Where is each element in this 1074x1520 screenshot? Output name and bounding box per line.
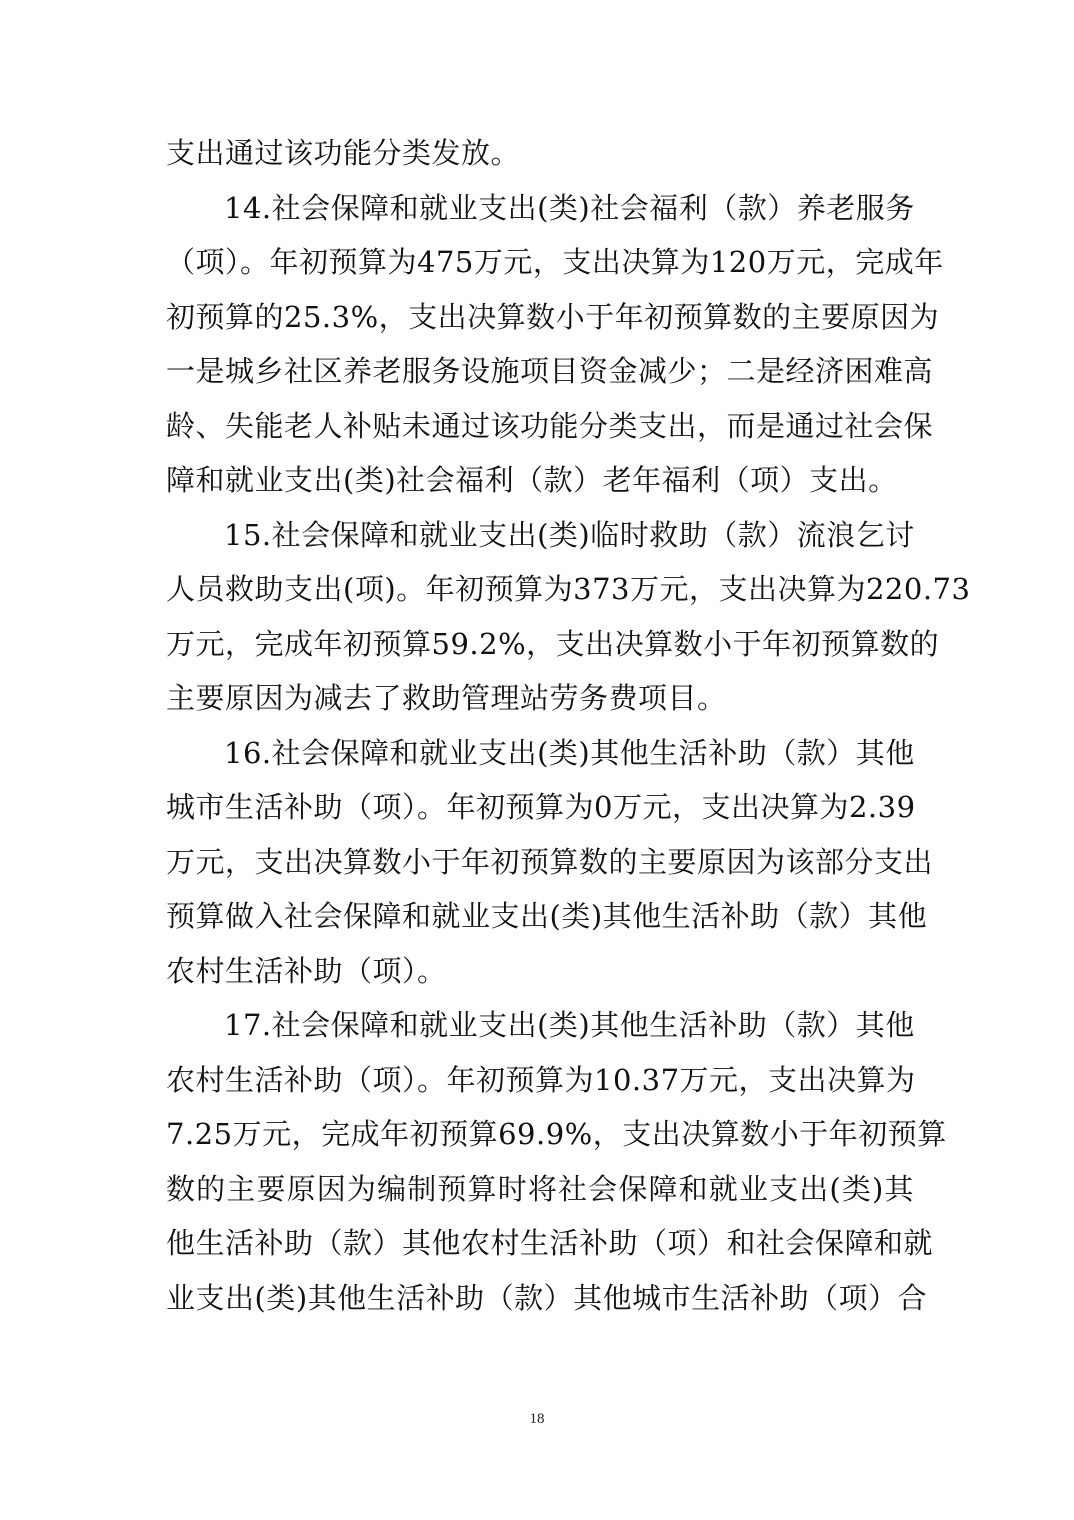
paragraph [166, 126, 914, 181]
text-line: 15.社会保障和就业支出(类)临时救助（款）流浪乞讨 [224, 517, 915, 552]
body-text [166, 126, 971, 1325]
text-line: 主要原因为减去了救助管理站劳务费项目。 [166, 681, 727, 715]
text-line: 农村生活补助（项）。 [166, 953, 447, 988]
text-line: 14.社会保障和就业支出(类)社会福利（款）养老服务 [224, 190, 915, 225]
text-line: 数的主要原因为编制预算时将社会保障和就业支出(类)其 [166, 1171, 914, 1206]
text-line: 业支出(类)其他生活补助（款）其他城市生活补助（项）合 [166, 1280, 928, 1315]
text-line: 7.25万元，完成年初预算69.9%，支出决算数小于年初预算 [166, 1117, 947, 1151]
text-line: 16.社会保障和就业支出(类)其他生活补助（款）其他 [224, 735, 915, 770]
text-line: 支出通过该功能分类发放。 [166, 136, 521, 170]
text-line: 人员救助支出(项)。年初预算为373万元，支出决算为220.73 [166, 572, 971, 606]
text-line: 障和就业支出(类)社会福利（款）老年福利（项）支出。 [166, 463, 898, 497]
text-line: 万元，支出决算数小于年初预算数的主要原因为该部分支出 [166, 844, 934, 879]
text-line: 龄、失能老人补贴未通过该功能分类支出，而是通过社会保 [166, 408, 934, 443]
paragraph [166, 726, 934, 999]
text-line: 万元，完成年初预算59.2%，支出决算数小于年初预算数的 [166, 626, 940, 661]
text-line: 17.社会保障和就业支出(类)其他生活补助（款）其他 [224, 1008, 915, 1042]
text-line: 一是城乡社区养老服务设施项目资金减少；二是经济困难高 [166, 354, 934, 388]
text-line: 预算做入社会保障和就业支出(类)其他生活补助（款）其他 [166, 899, 928, 933]
paragraph [166, 181, 944, 508]
text-line: 他生活补助（款）其他农村生活补助（项）和社会保障和就 [166, 1226, 934, 1260]
page-number: 18 [529, 1411, 545, 1427]
paragraph [166, 998, 947, 1325]
text-line: 农村生活补助（项）。年初预算为10.37万元，支出决算为 [166, 1062, 916, 1097]
text-line: 城市生活补助（项）。年初预算为0万元，支出决算为2.39 [166, 790, 916, 824]
text-line: （项）。年初预算为475万元，支出决算为120万元，完成年 [166, 245, 944, 279]
text-line: 初预算的25.3%，支出决算数小于年初预算数的主要原因为 [166, 299, 940, 334]
paragraph [166, 508, 971, 726]
